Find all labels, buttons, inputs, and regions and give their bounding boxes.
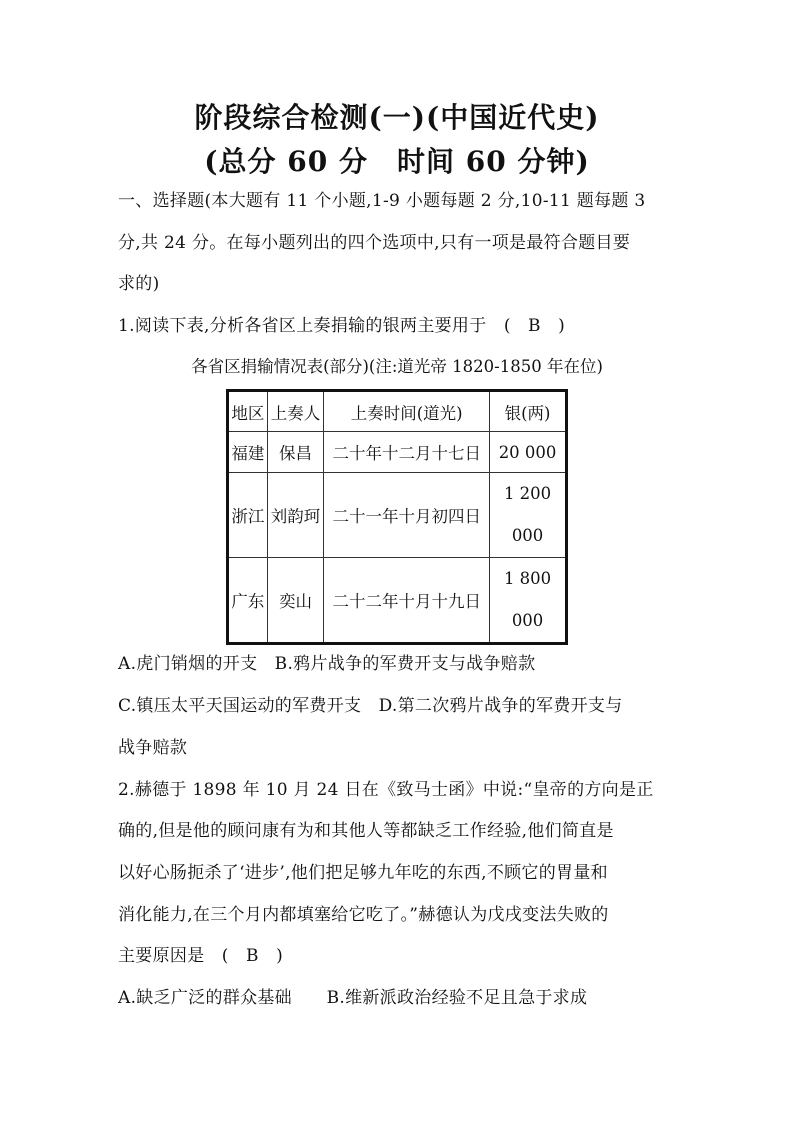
table-cell-silver: 20 000	[490, 432, 567, 473]
table-cell-region: 广东	[228, 558, 268, 644]
question-2-stem-line: 确的,但是他的顾问康有为和其他人等都缺乏工作经验,他们简直是	[118, 821, 614, 841]
question-1-option: A.虎门销烟的开支 B.鸦片战争的军费开支与战争赔款	[118, 654, 536, 674]
table-cell-region: 福建	[228, 432, 268, 473]
table-cell-time: 二十一年十月初四日	[324, 473, 490, 558]
question-2-option: A.缺乏广泛的群众基础 B.维新派政治经验不足且急于求成	[118, 988, 588, 1008]
table-cell-silver	[490, 558, 567, 644]
page-title: 阶段综合检测(一)(中国近代史)	[194, 101, 600, 134]
section-instruction-line: 求的)	[118, 274, 160, 294]
table-header-cell: 银(两)	[490, 391, 567, 432]
silver-part: 000	[511, 611, 544, 630]
table-row	[228, 432, 567, 473]
donation-table	[226, 389, 568, 645]
table-header-cell: 上奏人	[267, 391, 324, 432]
table-cell-time: 二十二年十月十九日	[324, 558, 490, 644]
table-cell-person: 刘韵珂	[267, 473, 324, 558]
question-2-stem-line: 主要原因是 ( B )	[118, 946, 284, 966]
table-header-cell: 上奏时间(道光)	[324, 391, 490, 432]
table-cell-silver	[490, 473, 567, 558]
silver-part: 1 800	[503, 569, 552, 588]
table-header-row	[228, 391, 567, 432]
table-caption: 各省区捐输情况表(部分)(注:道光帝 1820-1850 年在位)	[191, 357, 603, 376]
table-cell-region: 浙江	[228, 473, 268, 558]
table-cell-person: 奕山	[267, 558, 324, 644]
silver-part: 1 200	[503, 484, 552, 503]
question-1-option: 战争赔款	[118, 738, 188, 758]
table-header-cell: 地区	[228, 391, 268, 432]
section-instruction-line: 分,共 24 分。在每小题列出的四个选项中,只有一项是最符合题目要	[118, 233, 631, 253]
silver-part: 000	[511, 526, 544, 545]
page-subtitle: (总分 60 分 时间 60 分钟)	[204, 145, 590, 178]
question-2-stem-line: 2.赫德于 1898 年 10 月 24 日在《致马士函》中说:“皇帝的方向是正	[118, 780, 654, 800]
question-1-option: C.镇压太平天国运动的军费开支 D.第二次鸦片战争的军费开支与	[118, 696, 623, 716]
section-instruction-line: 一、选择题(本大题有 11 个小题,1-9 小题每题 2 分,10-11 题每题 3	[118, 191, 646, 211]
question-2-stem-line: 消化能力,在三个月内都填塞给它吃了。”赫德认为戊戌变法失败的	[118, 905, 609, 925]
table-cell-person: 保昌	[267, 432, 324, 473]
table-row	[228, 473, 567, 558]
question-1-stem: 1.阅读下表,分析各省区上奏捐输的银两主要用于 ( B )	[118, 316, 566, 336]
question-2-stem-line: 以好心肠扼杀了‘进步’,他们把足够九年吃的东西,不顾它的胃量和	[118, 863, 608, 883]
table-row	[228, 558, 567, 644]
table-cell-time: 二十年十二月十七日	[324, 432, 490, 473]
